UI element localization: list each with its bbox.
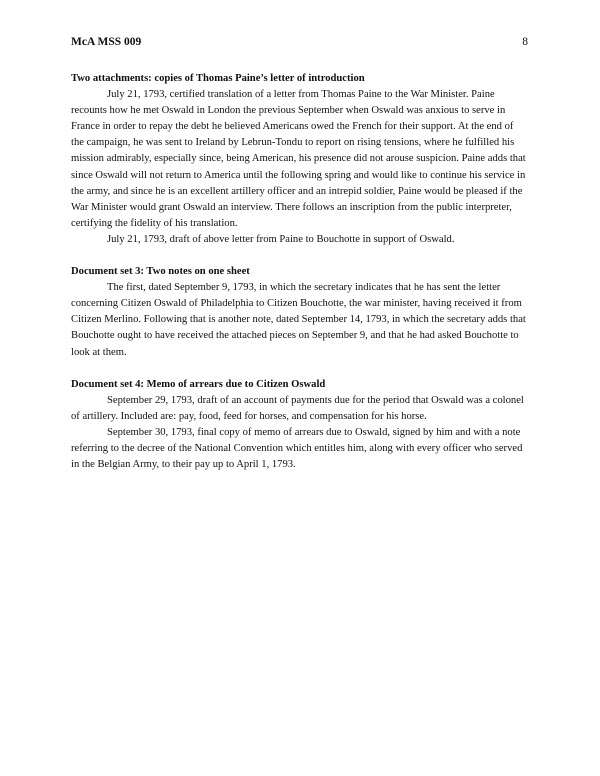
paragraph: The first, dated September 9, 1793, in which the secretary indicates that he has sent the letter concerning Citizen Oswald of Philadelphia to Citizen Bouchotte, the war minister, having received it from Citizen Merlino. Following that is another note, dated September 14, 1793, in which the secretary adds that Bouchotte ought to have received the attached pieces on September 9, and that he had asked Bouchotte to look at them. — [71, 282, 526, 358]
collection-id: McA MSS 009 — [71, 36, 142, 48]
section-heading: Document set 4: Memo of arrears due to Citizen Oswald — [71, 378, 326, 390]
document-body — [71, 71, 529, 489]
paragraph: September 29, 1793, draft of an account of payments due for the period that Oswald was a colonel of artillery. Included are: pay, food, feed for horses, and compensation for his horse. — [71, 394, 524, 422]
paragraph: July 21, 1793, draft of above letter from Paine to Bouchotte in support of Oswald. — [107, 233, 455, 245]
section-document-set-3 — [71, 264, 529, 361]
section-paine-attachments — [71, 71, 529, 248]
paragraph: July 21, 1793, certified translation of a letter from Thomas Paine to the War Minister. Paine recounts how he met Oswald in London the previous September when Oswald was anxious to serve in France in order to repay the debt he believed Americans owed the French for their support. At the end of the campaign, he was sent to Ireland by Lebrun-Tondu to report on rising tensions, where he fulfilled his mission admirably, especially since, being American, his presence did not arouse suspicion. Paine adds that since Oswald will not return to America until the following spring and would like to continue his service in the army, and since he is an excellent artillery officer and an intrepid soldier, Paine would be pleased if the War Minister would grant Oswald an interview. There follows an inscription from the public interpreter, certifying the fidelity of his translation. — [71, 89, 526, 229]
section-heading: Two attachments: copies of Thomas Paine’s letter of introduction — [71, 73, 365, 84]
section-heading: Document set 3: Two notes on one sheet — [71, 266, 250, 278]
page-number: 8 — [522, 36, 528, 48]
page-header — [71, 36, 528, 52]
paragraph: September 30, 1793, final copy of memo of arrears due to Oswald, signed by him and with a note referring to the decree of the National Convention which entitles him, along with every officer who served in the Belgian Army, to their pay up to April 1, 1793. — [71, 426, 523, 471]
section-document-set-4 — [71, 377, 529, 474]
